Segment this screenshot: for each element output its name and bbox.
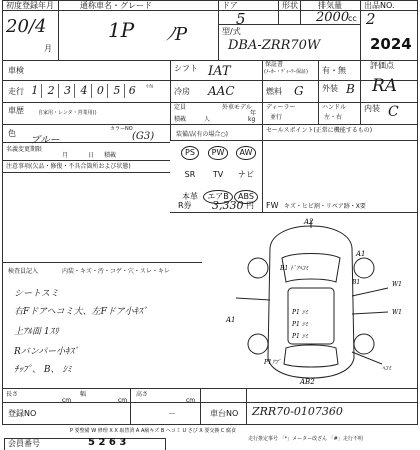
height-label: 高さ [136,391,149,398]
first-reg-label: 初度登録年月 [6,1,54,10]
length-label: 長さ [6,391,19,398]
inspector-top [2,262,202,263]
selling-point-label: セールスポイント(正常に機能するもの) [266,127,373,134]
reg-no-label: 登録NO [8,409,37,418]
capacity-unit: 人 [204,116,211,123]
col-line-g [262,60,263,124]
model-grade-label: 通称車名・グレード [80,1,152,10]
color-value: ブルー [30,135,60,146]
col-line-d [300,0,301,24]
member-label: 会員番号 [8,439,40,448]
capacity-label: 定員 [174,104,187,111]
recycle-value: 3,330 [212,199,244,212]
car-diagram [206,218,416,386]
mileage-label: 走行 [8,87,24,96]
mileage-digit: 2 [44,84,58,98]
width-unit: cm [118,397,128,404]
warranty-label: 保証書 [265,61,284,68]
exterior-label: 外装 [322,84,338,93]
diag-label-dent: ﾍｺﾐ [382,365,392,372]
equipment-item: エアB [203,190,233,204]
mileage-digit: 1 [28,84,42,98]
exterior-value: B [346,82,355,96]
mileage-digit: 0 [94,84,108,98]
diag-note: P1 ｼﾐ [292,309,308,316]
footer-legend: P 要整備 W 修理 X X 取替済 A A級キズ B ヘコミ U さび X 要交換 C 腐食 [70,428,236,434]
equip-bottom [170,212,418,213]
name-change-label: 名義変更期限 [6,146,43,153]
inspection-label: 車検 [8,66,24,75]
shift-label: シフト [174,64,198,73]
row-line-4 [2,124,418,125]
fw-label: FW [266,201,279,210]
col-line-b [218,0,219,60]
mileage-digits [28,84,138,98]
model-value: DBA-ZRR70W [228,38,321,53]
car-name: 1P [108,18,135,42]
front-left-wheel [248,258,268,278]
col-line-c [278,0,279,24]
callout-right-a [352,288,388,296]
aircon-value: AAC [208,84,235,98]
doors-value: 5 [236,10,246,28]
dealer-label: ディーラー [266,104,296,111]
equipment-label: 装備品(有の場合○) [176,131,228,138]
fuel-value: G [294,84,304,98]
warranty-sub: (ﾒｰｶｰ・ﾃﾞｨｰﾗｰ保証) [264,69,308,75]
diag-label-a1-b: A1 [356,250,366,258]
callout-right-b [352,312,388,314]
model-label: 型/式 [222,27,241,36]
equip-top [170,140,418,141]
diag-note: P1ｱﾌﾞ [264,359,281,366]
rear-left-wheel [248,334,268,354]
name-change-month: 月 [62,152,69,159]
doors-label: ドア [222,1,238,10]
row-line-6 [2,160,170,161]
car-body-outline [268,226,354,378]
header-subline [2,10,418,11]
equipment-item: PW [208,146,229,160]
diag-label-w1: W1 [392,281,402,288]
diag-label-w1-b: W1 [392,309,402,316]
mileage-digit: 3 [61,84,75,98]
scratch-legend: キズ・ヒビ割・リペア跡・X要 [284,203,366,210]
registration-label: 車歴 [8,106,24,115]
recycle-unit: 円 [246,201,254,210]
mileage-digit: 6 [128,84,136,97]
inspector-note: シートスミ [14,289,59,299]
load-unit: kg [248,116,256,123]
color-code-label: カラーNO [110,126,133,132]
diag-label-b1: B1 [352,279,361,286]
diag-note: B1 ﾄﾞｱﾍｺﾐ [280,265,309,272]
month-label: 月 [44,44,52,53]
equipment-item: SR [184,170,196,179]
diag-label-ab2: AB2 [300,378,315,386]
displacement-value: 2000 [316,10,350,25]
col-line-e [360,0,361,60]
diag-note: P1 ｼﾐ [292,333,308,340]
col-line-h [318,60,319,124]
row-line-3 [2,102,418,103]
color-label: 色 [8,129,16,138]
interior-value: C [388,104,399,120]
diag-label-a1: A1 [226,316,236,324]
cc-label: cc [348,14,357,23]
diag-note: P1 ｼﾐ [292,321,308,328]
inspector-note: 上ｱﾙ面 1ｽﾘ [14,327,59,337]
rear-right-wheel [354,334,374,354]
interior-label: 内装 [364,104,380,113]
color-code: (G3) [132,131,155,142]
inspector-label: 検査員記入 [8,268,39,275]
front-right-wheel [354,258,374,278]
name-change-date: 日 [88,152,95,159]
length-unit: cm [62,397,72,404]
regno-col-c [246,388,247,424]
reg-no-dash: － [168,409,176,418]
special-notes-label: 注意事項(欠品・修復・不具合箇所および状態) [6,163,131,170]
handle-label: ハンドル [322,104,347,111]
row-line-7 [2,172,170,173]
name-change-period: 積載 [104,152,117,159]
member-value: 5 2 6 3 [88,437,127,448]
width-label: 幅 [80,391,87,398]
exhibit-label: 出品NO. [364,1,395,10]
row-line-2 [2,80,418,81]
year-stamp: 2024 [370,35,412,53]
rear-window [284,345,338,367]
inspector-legend: 内装・キズ・汚・コゲ・穴・スレ・キレ [62,268,170,275]
grade: ﾉP [166,24,188,45]
load-label: 積載 [174,116,187,123]
equipment-item: ナビ [238,170,254,179]
regno-col-b [200,388,201,424]
dealer-sub: 並行 [270,114,283,121]
callout-left [236,298,270,300]
warranty-options: 有・無 [322,66,346,75]
mileage-unit: ﾏｲﾙ [146,84,154,90]
diag-label-a2: A2 [304,218,314,226]
row-line-1 [2,60,418,61]
inspector-note: ﾁｯﾌﾟ、 B、 ｼﾐ [14,365,72,375]
regno-col-a [130,388,131,424]
equipment-item: 本革 [182,192,198,201]
handle-options: 左・右 [324,114,343,121]
aircon-label: 冷房 [174,87,190,96]
frame-value: ZRR70-0107360 [252,405,343,418]
ex-owner-sub: 年 [250,110,257,117]
equipment-item: TV [212,170,224,179]
equipment-item: AW [236,146,257,160]
equip-divider [262,124,263,212]
mileage-digit: 5 [110,84,124,98]
ex-owner-label: 外車モデル [222,104,252,111]
year-value: 20/4 [6,16,47,37]
fuel-label: 燃料 [266,87,282,96]
shape-label: 形状 [282,1,298,10]
regno-bottom [2,424,418,425]
score-label: 評価点 [370,61,394,70]
shift-value: IAT [208,64,231,79]
col-line-i [360,60,361,124]
registration-options: 自家用・レンタ・営業用() [38,110,97,116]
odometer-note: 走行推定事号 「*」メーター改ざん 「#」走行不明 [248,436,363,442]
border-top [2,0,418,1]
dims-top [2,388,418,389]
mileage-digit: 4 [77,84,91,98]
col-line-f [170,60,171,140]
displacement-label: 排気量 [318,1,342,10]
score-value: RA [372,76,398,96]
equipment-item: ABS [234,190,258,204]
equipment-item: PS [181,146,199,160]
exhibit-value: 2 [366,10,376,28]
height-unit: cm [186,397,196,404]
row-line-5 [2,142,170,143]
border-left [2,0,3,424]
inspector-note: Rバンパー小ｷｽﾞ [14,347,79,357]
inspector-note: 右Fドアヘコミ大、左Fドア小ｷｽﾞ [14,307,148,317]
recycle-label: R券 [178,201,192,210]
col-line-a [58,0,59,60]
frame-label: 車台NO [210,409,239,418]
